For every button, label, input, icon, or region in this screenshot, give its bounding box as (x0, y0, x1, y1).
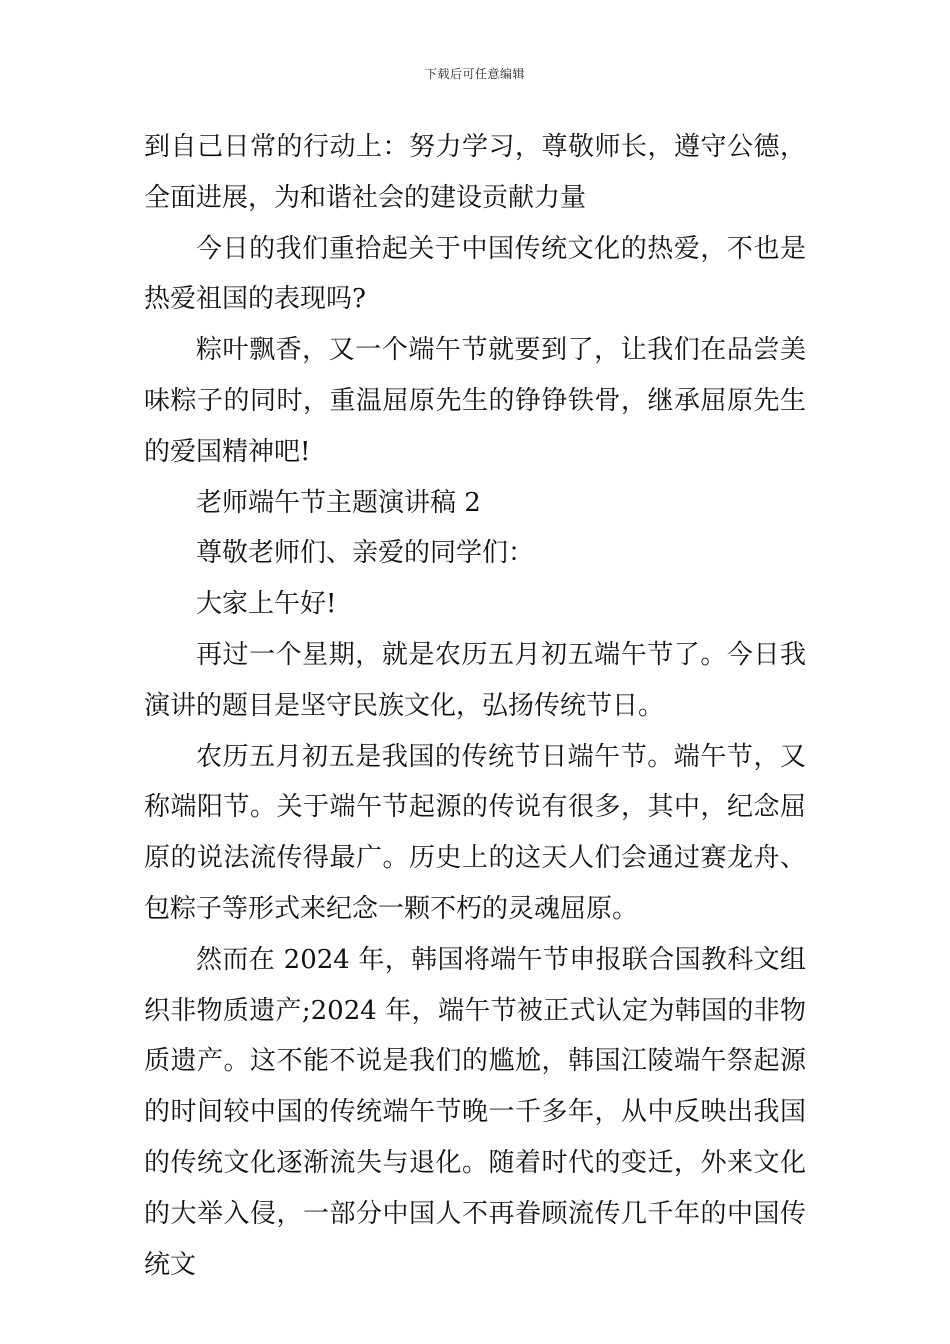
salutation: 尊敬老师们、亲爱的同学们： (196, 538, 535, 569)
section-title: 老师端午节主题演讲稿 2 (196, 487, 481, 518)
paragraph: 到自己日常的行动上：努力学习，尊敬师长，遵守公德，全面进展，为和谐社会的建设贡献力量 (144, 132, 806, 213)
paragraph: 再过一个星期，就是农历五月初五端午节了。今日我演讲的题目是坚守民族文化，弘扬传统节日。 (144, 639, 806, 721)
document-body (144, 122, 806, 1290)
page-header: 下载后可任意编辑 (424, 67, 525, 81)
paragraph: 今日的我们重拾起关于中国传统文化的热爱，不也是热爱祖国的表现吗? (144, 233, 806, 315)
paragraph: 粽叶飘香，又一个端午节就要到了，让我们在品尝美味粽子的同时，重温屈原先生的铮铮铁骨，继承屈原先生的爱国精神吧! (144, 335, 806, 467)
greeting: 大家上午好! (196, 589, 337, 620)
paragraph: 农历五月初五是我国的传统节日端午节。端午节，又称端阳节。关于端午节起源的传说有很多，其中，纪念屈原的说法流传得最广。历史上的这天人们会通过赛龙舟、包粽子等形式来纪念一颗不朽的灵魂屈原。 (144, 741, 806, 924)
paragraph: 然而在 2024 年，韩国将端午节申报联合国教科文组织非物质遗产;2024 年，端午节被正式认定为韩国的非物质遗产。这不能不说是我们的尴尬，韩国江陵端午祭起源的时间较中国的传统端午节晚一千多年，从中反映出我国的传统文化逐渐流失与退化。随着时代的变迁，外来文化的大举入侵，一部分中国人不再眷顾流传几千年的中国传统文 (144, 944, 806, 1280)
